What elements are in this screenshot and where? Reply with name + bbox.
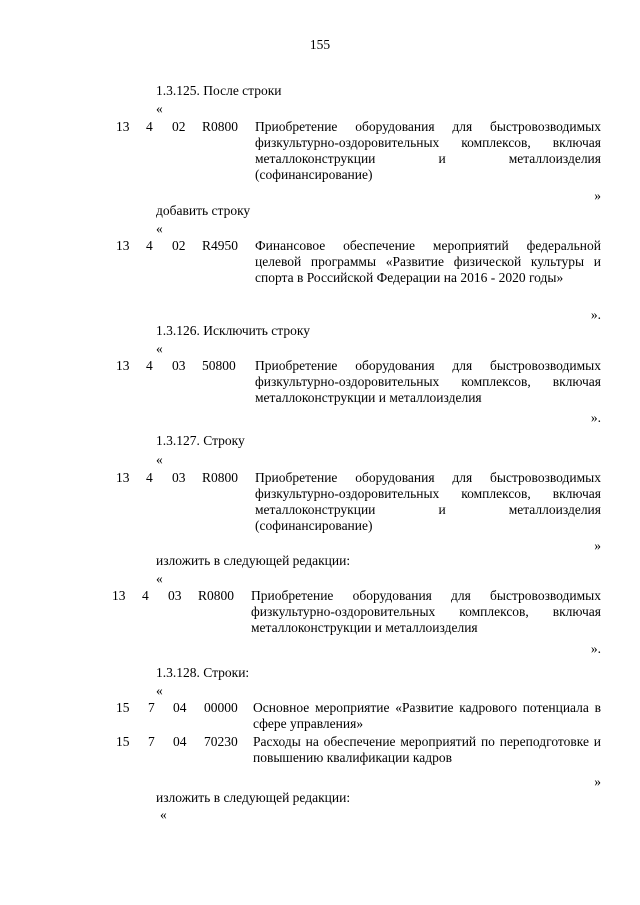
closing-quote: ».	[590, 410, 601, 425]
opening-quote: «	[156, 101, 163, 116]
code-subsection: 4	[146, 470, 153, 485]
instruction-text: 1.3.127. Строку	[156, 433, 245, 448]
code-direction: R0800	[202, 470, 239, 485]
instruction-text: 1.3.126. Исключить строку	[156, 323, 310, 338]
row-description: Приобретение оборудования для быстровозводимых физкультурно-оздоровительных комплексов, включая металлоконструкции и металлоизделия (софинансирование)	[255, 470, 601, 533]
code-section: 15	[116, 700, 130, 715]
code-subsection: 4	[146, 238, 153, 253]
code-section: 13	[116, 238, 130, 253]
opening-quote: «	[156, 683, 163, 698]
code-section: 13	[112, 588, 126, 603]
opening-quote: «	[156, 221, 163, 236]
closing-quote: ».	[590, 641, 601, 656]
closing-quote: ».	[590, 307, 601, 322]
code-subsection: 4	[142, 588, 149, 603]
code-section: 15	[116, 734, 130, 749]
code-subsection: 7	[148, 700, 155, 715]
row-description: Приобретение оборудования для быстровозводимых физкультурно-оздоровительных комплексов, включая металлоконструкции и металлоизделия	[255, 358, 601, 405]
row-description: Расходы на обеспечение мероприятий по переподготовке и повышению квалификации кадров	[253, 734, 601, 765]
code-section: 13	[116, 119, 130, 134]
code-program: 02	[172, 238, 186, 253]
row-description: Финансовое обеспечение мероприятий федеральной целевой программы «Развитие физической культуры и спорта в Российской Федерации на 2016 - 2020 годы»	[255, 238, 601, 285]
opening-quote: «	[156, 571, 163, 586]
code-direction: 50800	[202, 358, 236, 373]
code-program: 03	[172, 358, 186, 373]
page-number: 155	[309, 37, 331, 52]
code-program: 02	[172, 119, 186, 134]
code-section: 13	[116, 470, 130, 485]
opening-quote: «	[156, 452, 163, 467]
row-description: Приобретение оборудования для быстровозводимых физкультурно-оздоровительных комплексов, включая металлоконструкции и металлоизделия	[251, 588, 601, 635]
closing-quote: »	[594, 538, 601, 553]
closing-quote: »	[594, 774, 601, 789]
code-direction: R0800	[198, 588, 235, 603]
row-description: Основное мероприятие «Развитие кадрового потенциала в сфере управления»	[253, 700, 601, 731]
code-direction: 70230	[204, 734, 238, 749]
instruction-text: 1.3.125. После строки	[156, 83, 282, 98]
instruction-text: изложить в следующей редакции:	[156, 790, 351, 805]
code-program: 03	[168, 588, 182, 603]
row-description: Приобретение оборудования для быстровозводимых физкультурно-оздоровительных комплексов, включая металлоконструкции и металлоизделия (софинансирование)	[255, 119, 601, 182]
code-program: 04	[173, 700, 187, 715]
code-direction: R4950	[202, 238, 239, 253]
opening-quote: «	[156, 341, 163, 356]
opening-quote: «	[160, 807, 167, 822]
code-direction: R0800	[202, 119, 239, 134]
code-subsection: 4	[146, 119, 153, 134]
code-direction: 00000	[204, 700, 238, 715]
instruction-text: изложить в следующей редакции:	[156, 553, 351, 568]
code-subsection: 4	[146, 358, 153, 373]
code-program: 04	[173, 734, 187, 749]
instruction-text: добавить строку	[156, 203, 251, 218]
instruction-text: 1.3.128. Строки:	[156, 665, 250, 680]
closing-quote: »	[594, 188, 601, 203]
code-program: 03	[172, 470, 186, 485]
code-subsection: 7	[148, 734, 155, 749]
code-section: 13	[116, 358, 130, 373]
